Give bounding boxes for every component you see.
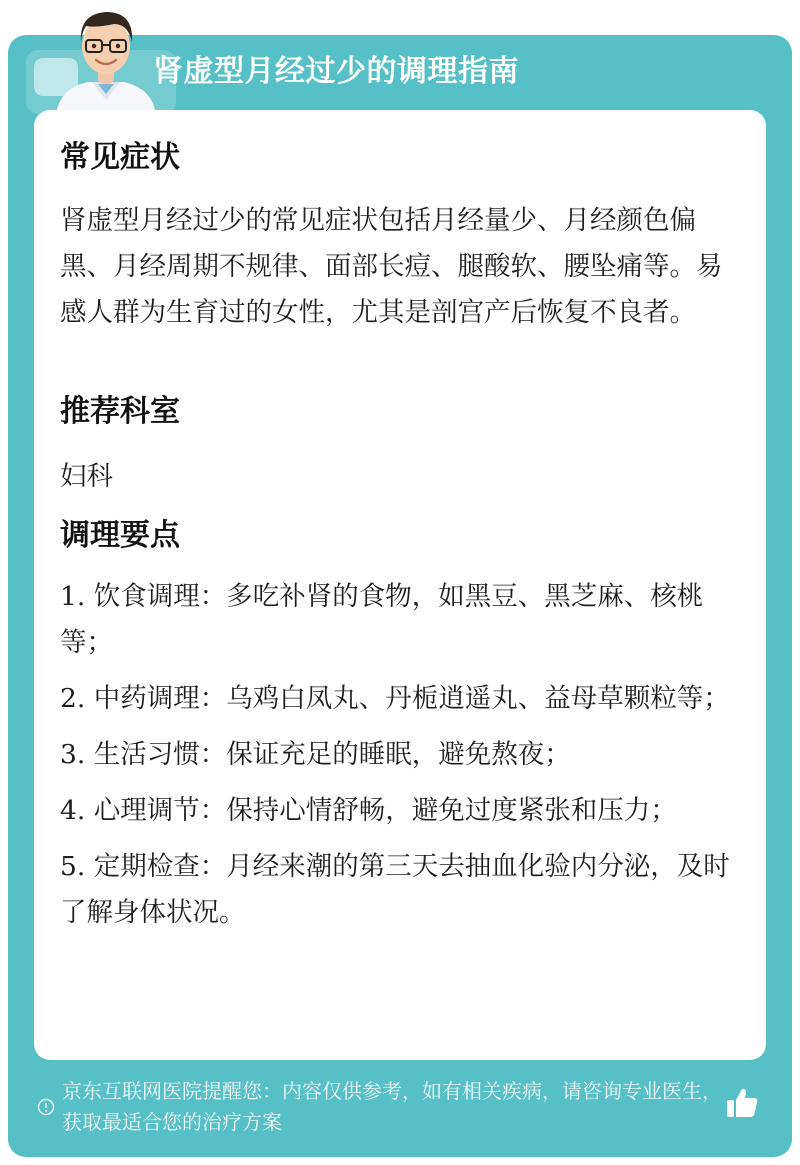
tip-number: 4. [60,795,86,826]
department-value: 妇科 [60,461,113,492]
tips-list [60,574,730,946]
tip-item [60,676,730,722]
tips-heading: 调理要点 [60,518,180,553]
tip-text: 饮食调理：多吃补肾的食物，如黑豆、黑芝麻、核桃等； [60,581,704,658]
tip-item [60,574,730,666]
tip-text: 定期检查：月经来潮的第三天去抽血化验内分泌，及时了解身体状况。 [60,851,730,928]
info-icon [37,1098,55,1116]
tip-item [60,788,730,834]
department-heading: 推荐科室 [60,394,180,429]
tip-text: 心理调节：保持心情舒畅，避免过度紧张和压力； [93,795,677,826]
disclaimer-text: 京东互联网医院提醒您：内容仅供参考，如有相关疾病，请咨询专业医生，获取最适合您的治疗方案 [62,1079,722,1134]
thumbs-up-icon[interactable] [724,1085,760,1121]
tip-item [60,844,730,936]
tip-text: 中药调理：乌鸡白凤丸、丹栀逍遥丸、益母草颗粒等； [93,683,730,714]
symptoms-heading: 常见症状 [60,140,180,175]
tip-text: 生活习惯：保证充足的睡眠，避免熬夜； [93,739,571,770]
tip-number: 5. [60,851,86,882]
symptoms-text: 肾虚型月经过少的常见症状包括月经量少、月经颜色偏黑、月经周期不规律、面部长痘、腿酸软、腰坠痛等。易感人群为生育过的女性，尤其是剖宫产后恢复不良者。 [60,205,723,328]
tip-number: 2. [60,683,86,714]
tip-number: 1. [60,581,86,612]
page-title: 肾虚型月经过少的调理指南 [153,54,519,89]
tip-number: 3. [60,739,86,770]
doctor-avatar-icon [52,2,160,114]
tip-item [60,732,730,778]
